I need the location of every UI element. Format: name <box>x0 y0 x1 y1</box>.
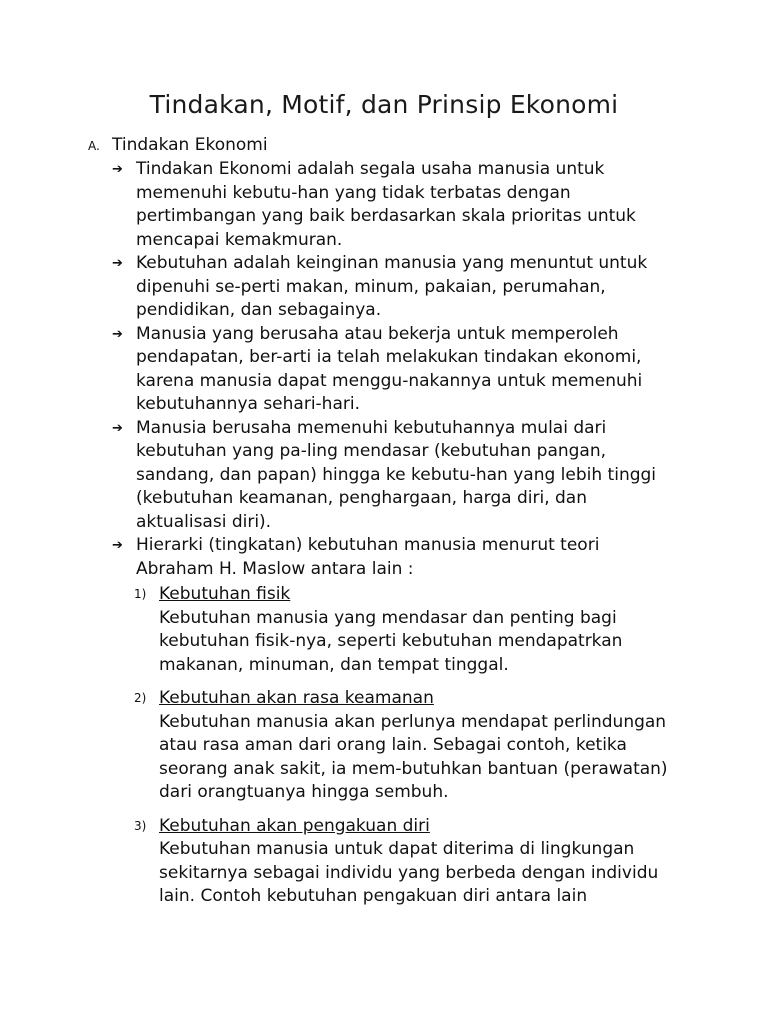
item-title: Kebutuhan fisik <box>159 584 291 604</box>
maslow-list <box>88 583 688 909</box>
item-number: 3) <box>134 818 147 833</box>
bullet-text: Kebutuhan adalah keinginan manusia yang menuntut untuk dipenuhi se-perti makan, minum, pakaian, perumahan, pendidikan, dan sebagainya. <box>136 253 648 320</box>
list-item <box>134 687 688 805</box>
section-marker: A. <box>88 139 100 153</box>
item-number: 2) <box>134 691 147 705</box>
item-description: Kebutuhan manusia akan perlunya mendapat perlindungan atau rasa aman dari orang lain. Sebagai contoh, ketika seorang anak sakit, ia mem-butuhkan bantuan (perawatan) dari orangtuanya hingga sembuh. <box>159 711 668 802</box>
item-description: Kebutuhan manusia untuk dapat diterima di lingkungan sekitarnya sebagai individu yang berbeda dengan individu lain. Contoh kebutuhan pengakuan diri antara lain <box>159 839 659 906</box>
list-item <box>134 583 688 677</box>
list-item <box>112 417 688 535</box>
section-a <box>88 134 688 919</box>
arrow-right-icon: ➔ <box>112 538 123 553</box>
list-item <box>134 815 688 909</box>
document-title: Tindakan, Motif, dan Prinsip Ekonomi <box>149 90 619 119</box>
bullet-list <box>88 158 688 581</box>
item-title: Kebutuhan akan pengakuan diri <box>159 815 430 836</box>
item-body <box>159 815 688 909</box>
bullet-text: Manusia yang berusaha atau bekerja untuk memperoleh pendapatan, ber-arti ia telah melakukan tindakan ekonomi, karena manusia dapat menggu-nakannya untuk memenuhi kebutuhannya sehari-hari. <box>136 323 643 414</box>
list-item <box>112 534 688 581</box>
list-item <box>112 252 688 323</box>
section-label: Tindakan Ekonomi <box>112 135 268 155</box>
item-description: Kebutuhan manusia yang mendasar dan penting bagi kebutuhan fisik-nya, seperti kebutuhan mendapatrkan makanan, minuman, dan tempat tinggal. <box>159 607 623 675</box>
item-number: 1) <box>134 587 147 601</box>
arrow-right-icon: ➔ <box>112 326 123 342</box>
arrow-right-icon: ➔ <box>112 256 123 271</box>
list-item <box>112 323 688 417</box>
bullet-text: Manusia berusaha memenuhi kebutuhannya mulai dari kebutuhan yang pa-ling mendasar (kebutuhan pangan, sandang, dan papan) hingga ke kebutu-han yang lebih tinggi (kebutuhan keamanan, penghargaan, harga diri, dan aktualisasi diri). <box>136 417 657 532</box>
arrow-right-icon: ➔ <box>112 162 123 177</box>
item-body <box>159 687 688 805</box>
bullet-text: Tindakan Ekonomi adalah segala usaha manusia untuk memenuhi kebutu-han yang tidak terbatas dengan pertimbangan yang baik berdasarkan skala prioritas untuk mencapai kemakmuran. <box>136 159 636 250</box>
bullet-text: Hierarki (tingkatan) kebutuhan manusia menurut teori Abraham H. Maslow antara lain : <box>136 535 600 579</box>
arrow-right-icon: ➔ <box>112 420 123 436</box>
section-heading <box>88 134 688 158</box>
item-title: Kebutuhan akan rasa keamanan <box>159 688 434 708</box>
list-item <box>112 158 688 252</box>
item-body <box>159 583 688 677</box>
